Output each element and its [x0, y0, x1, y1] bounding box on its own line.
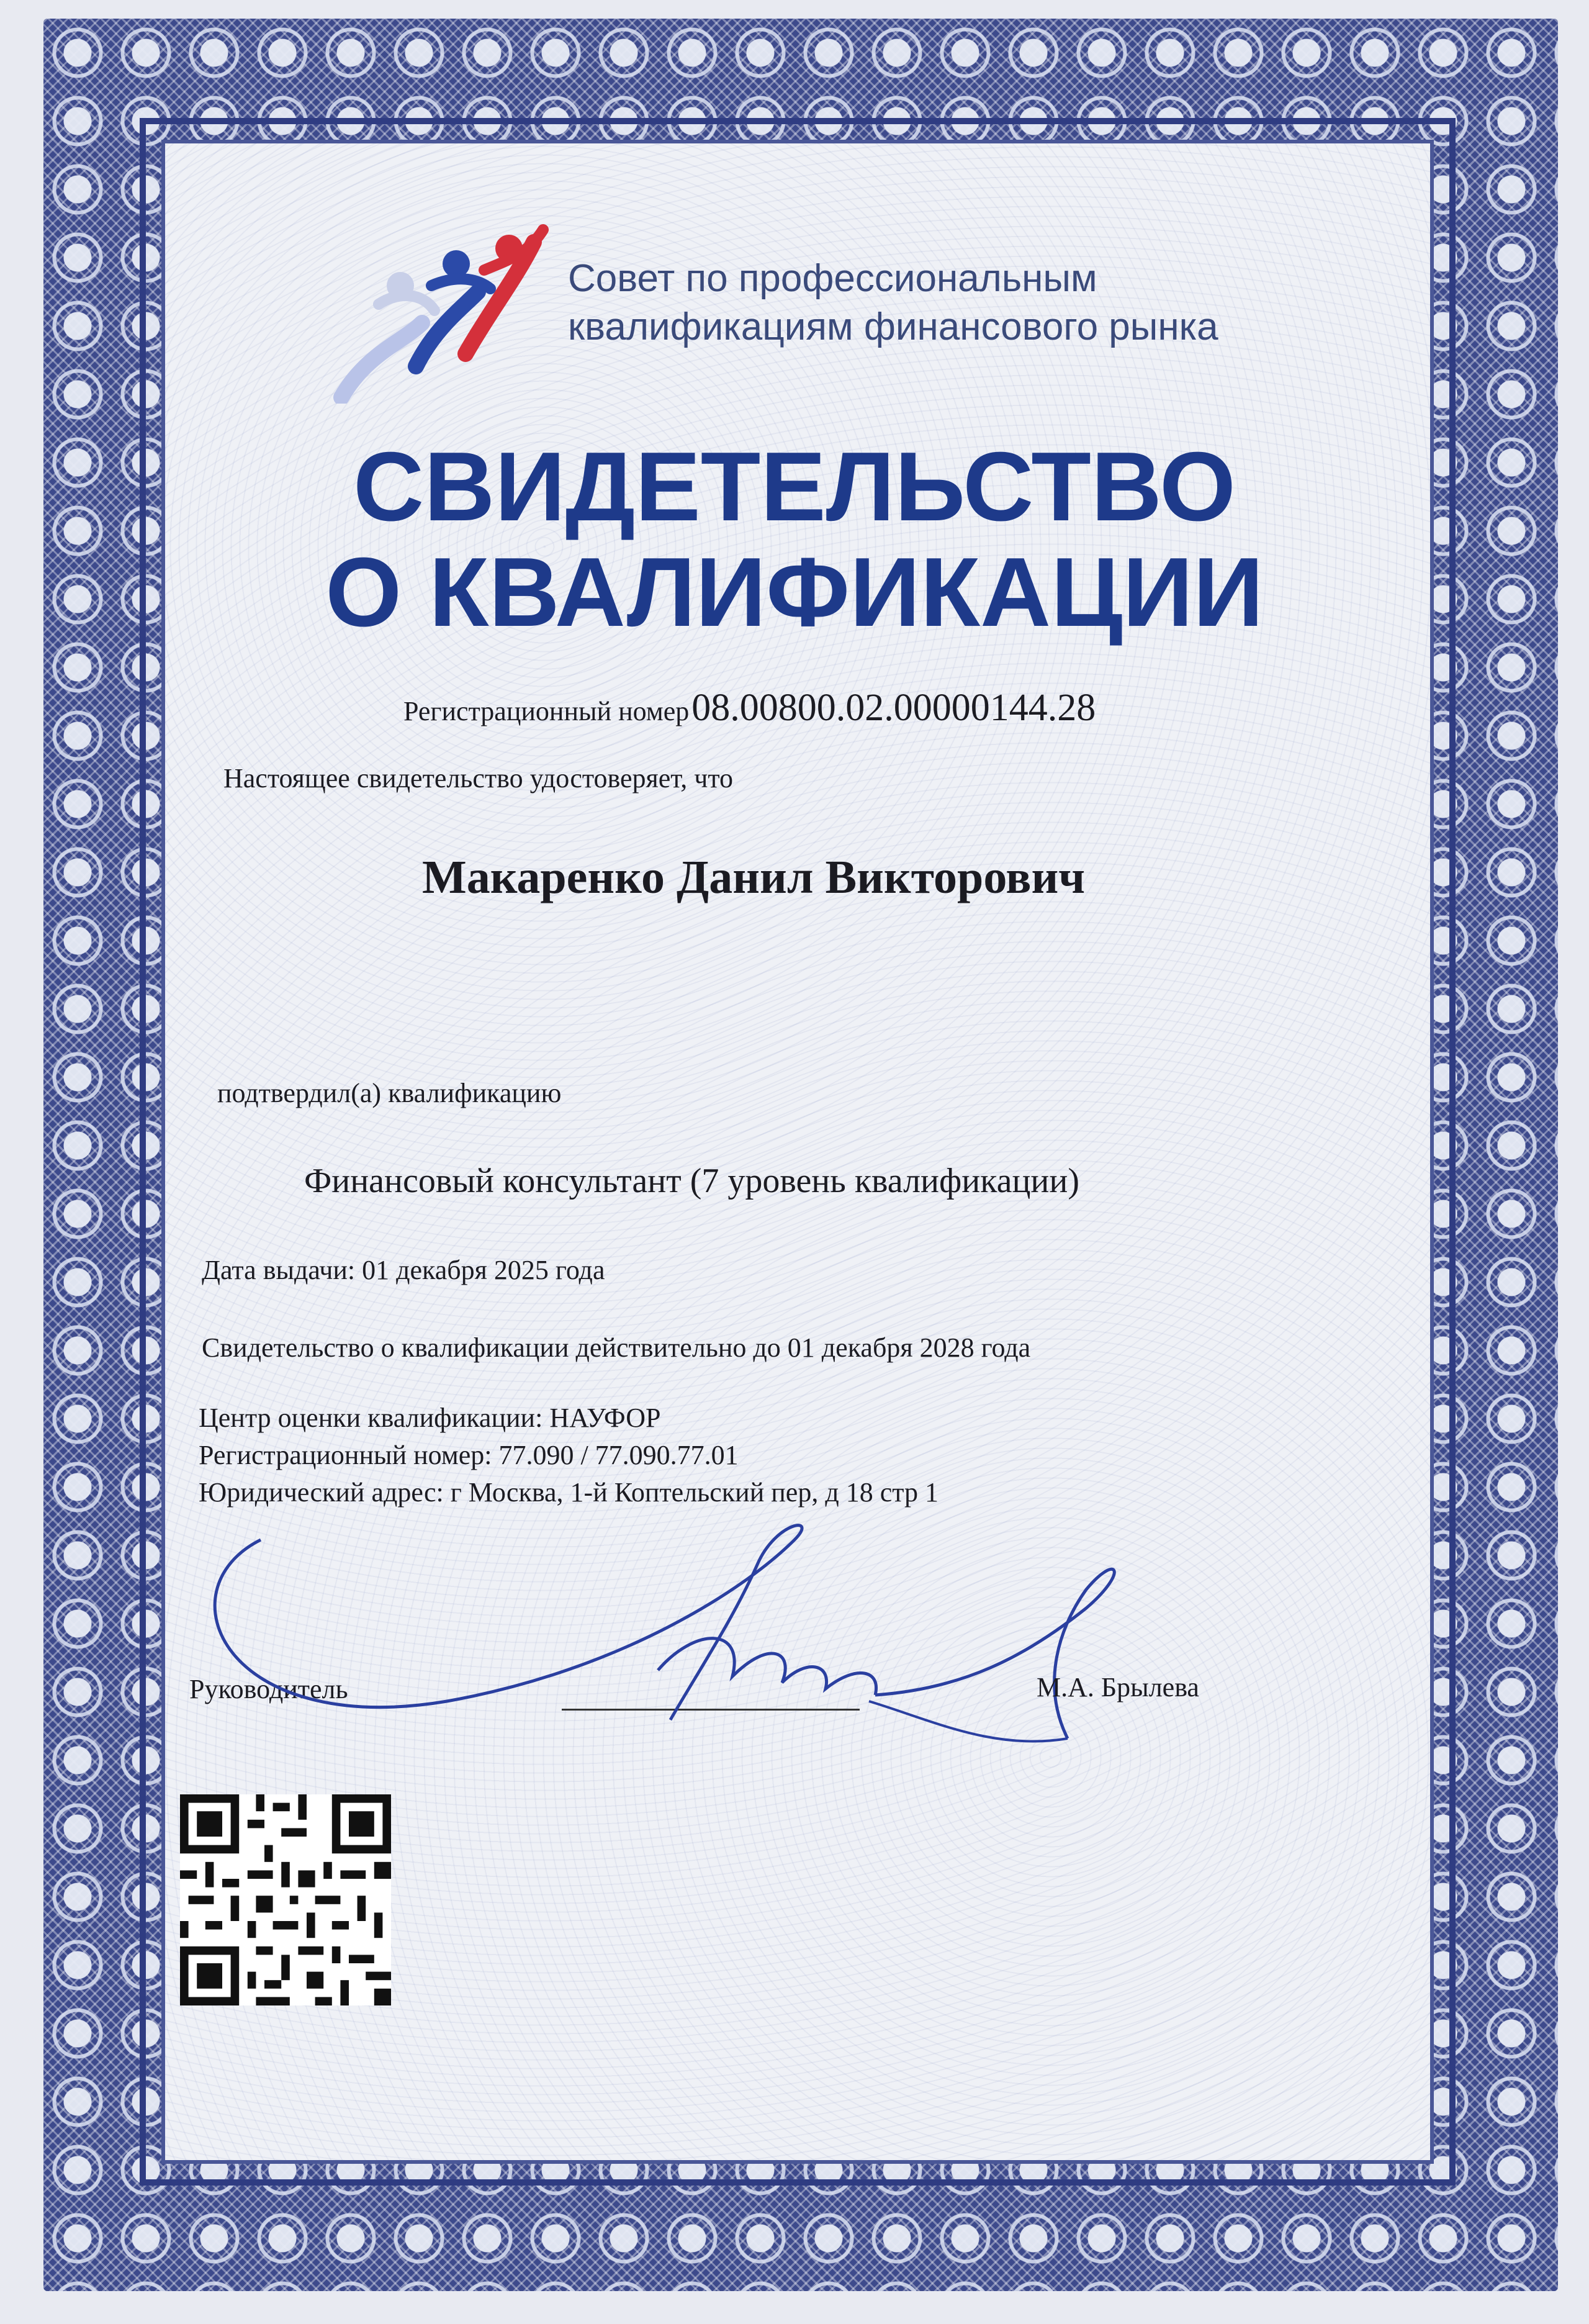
certificate-title-line2: О КВАЛИФИКАЦИИ — [325, 538, 1264, 647]
validity-text: Свидетельство о квалификации действительно до 01 декабря 2028 года — [202, 1332, 1031, 1363]
confirmed-text: подтвердил(а) квалификацию — [217, 1078, 562, 1108]
handwritten-signature — [186, 1515, 1217, 1788]
certifies-text: Настоящее свидетельство удостоверяет, что — [223, 763, 734, 794]
assessment-center-address: Юридический адрес: г Москва, 1-й Коптельский пер, д 18 стр 1 — [199, 1477, 939, 1508]
organization-name-line1: Совет по профессиональным — [568, 257, 1097, 300]
certificate-title-line1: СВИДЕТЕЛЬСТВО — [353, 432, 1236, 541]
qr-code — [180, 1794, 391, 2005]
organization-logo — [329, 217, 552, 404]
registration-number: 08.00800.02.00000144.28 — [691, 687, 1096, 729]
qualification-name: Финансовый консультант (7 уровень квалификации) — [304, 1162, 1080, 1200]
holder-name: Макаренко Данил Викторович — [422, 851, 1086, 903]
issue-date: Дата выдачи: 01 декабря 2025 года — [202, 1255, 605, 1285]
signatory-position: Руководитель — [189, 1674, 348, 1704]
organization-name-line2: квалификациям финансового рынка — [568, 305, 1218, 348]
assessment-center-regnum: Регистрационный номер: 77.090 / 77.090.77.01 — [199, 1440, 739, 1470]
signatory-name: М.А. Брылева — [1037, 1672, 1199, 1702]
assessment-center-name: Центр оценки квалификации: НАУФОР — [199, 1403, 661, 1433]
registration-label: Регистрационный номер — [403, 696, 690, 726]
registration-row — [403, 686, 1096, 730]
